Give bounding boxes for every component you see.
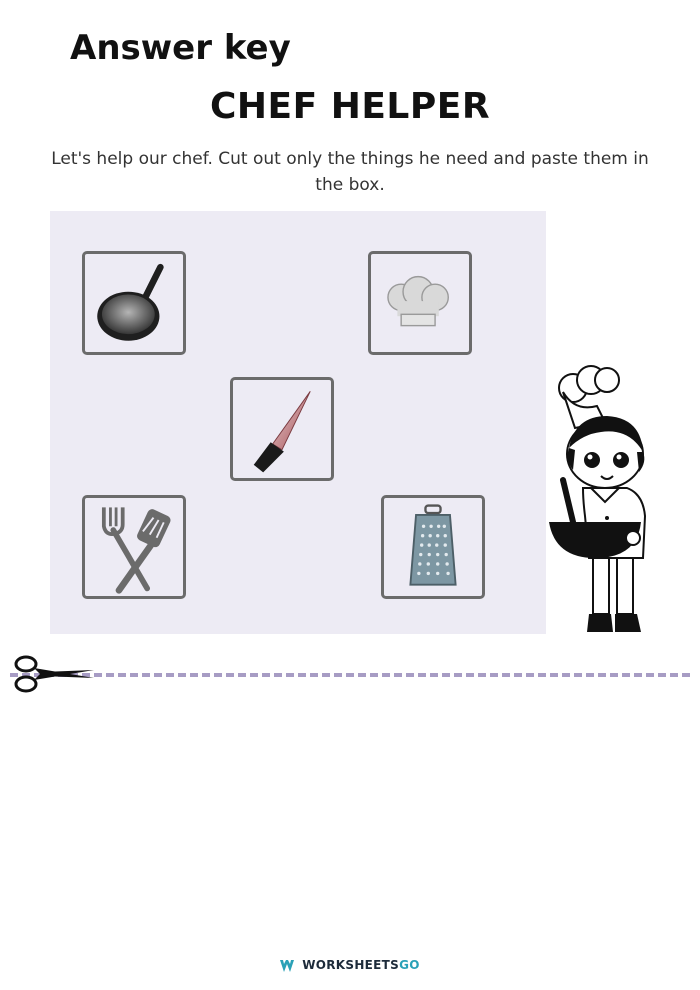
knife-icon bbox=[233, 380, 331, 478]
frying-pan-icon bbox=[85, 254, 183, 352]
grater-icon bbox=[384, 498, 482, 596]
cut-line bbox=[10, 673, 690, 683]
brand-go: GO bbox=[399, 958, 420, 972]
scissors-icon bbox=[12, 654, 96, 694]
paste-panel bbox=[50, 211, 546, 634]
item-box-chef-hat[interactable] bbox=[368, 251, 472, 355]
chef-illustration bbox=[545, 362, 667, 638]
worksheetsgo-logo-icon bbox=[280, 960, 298, 972]
item-box-fork-spatula[interactable] bbox=[82, 495, 186, 599]
instructions-text: Let's help our chef. Cut out only the things he need and paste them in the box. bbox=[51, 149, 649, 195]
item-box-frying-pan[interactable] bbox=[82, 251, 186, 355]
item-box-grater[interactable] bbox=[381, 495, 485, 599]
footer-brand bbox=[0, 958, 700, 972]
chef-hat-icon bbox=[371, 254, 469, 352]
answer-key-label: Answer key bbox=[70, 28, 291, 68]
fork-spatula-icon bbox=[85, 498, 183, 596]
page-title: CHEF HELPER bbox=[209, 86, 491, 127]
brand-worksheets: WORKSHEETS bbox=[302, 958, 400, 972]
item-box-knife[interactable] bbox=[230, 377, 334, 481]
